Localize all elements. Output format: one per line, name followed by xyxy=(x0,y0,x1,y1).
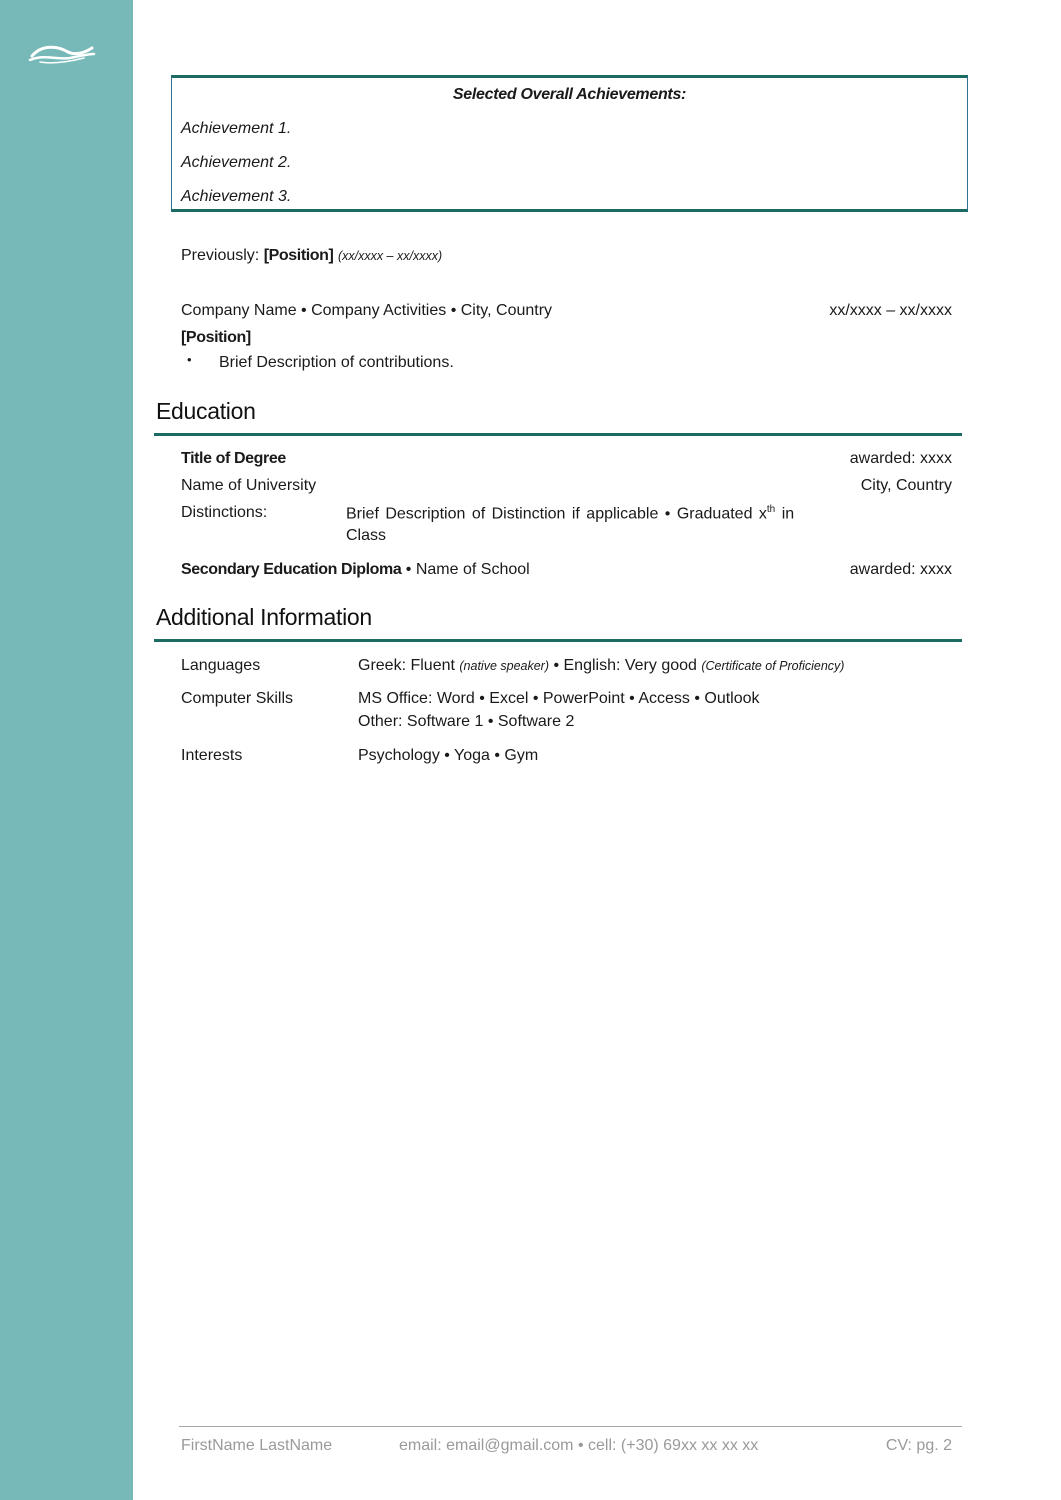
computer-skills-line1: MS Office: Word • Excel • PowerPoint • Access • Outlook xyxy=(358,690,760,707)
previously-dates: (xx/xxxx – xx/xxxx) xyxy=(337,249,443,263)
secondary-title: Secondary Education Diploma xyxy=(181,561,402,578)
achievements-box xyxy=(171,75,968,212)
distinctions-text: Brief Description of Distinction if applicable • Graduated $x^{th}$ in xyxy=(346,504,795,523)
previously-position: [Position] xyxy=(263,247,334,264)
previously-line xyxy=(181,247,442,265)
job-company-line: Company Name • Company Activities • City, Country xyxy=(181,302,553,319)
additional-heading: Additional Information xyxy=(156,604,372,630)
degree-awarded: awarded: xxxx xyxy=(849,450,952,467)
secondary-awarded: awarded: xxxx xyxy=(849,561,952,578)
languages-label: Languages xyxy=(181,657,261,674)
job-description: Brief Description of contributions. xyxy=(219,354,454,371)
wave-logo-icon xyxy=(28,40,96,66)
secondary-education xyxy=(181,561,530,579)
interests-value: Psychology • Yoga • Gym xyxy=(358,747,539,764)
computer-skills-line2: Other: Software 1 • Software 2 xyxy=(358,713,575,730)
sidebar-band xyxy=(0,0,133,1500)
footer-name: FirstName LastName xyxy=(181,1437,333,1454)
distinctions-label: Distinctions: xyxy=(181,504,268,521)
additional-rule xyxy=(154,639,962,642)
education-heading: Education xyxy=(156,398,256,424)
footer-contact: email: email@gmail.com • cell: (+30) 69xx xx xx xx xyxy=(399,1437,759,1454)
bullet-icon: • xyxy=(187,352,192,367)
languages-value: Greek: Fluent (native speaker) • English: Very good (Certificate of Proficiency) xyxy=(358,657,845,674)
secondary-school: • Name of School xyxy=(401,561,530,578)
footer-page-number: CV: pg. 2 xyxy=(885,1437,952,1454)
footer-rule xyxy=(179,1426,962,1427)
achievement-item: Achievement 2. xyxy=(181,154,292,171)
achievement-item: Achievement 1. xyxy=(181,120,292,137)
previously-label: Previously: xyxy=(181,247,260,264)
university-name: Name of University xyxy=(181,477,317,494)
job-dates: xx/xxxx – xx/xxxx xyxy=(829,302,952,319)
distinctions-text-line2: Class xyxy=(346,527,387,544)
university-location: City, Country xyxy=(860,477,952,494)
job-position: [Position] xyxy=(181,329,251,346)
achievement-item: Achievement 3. xyxy=(181,188,292,205)
achievements-title: Selected Overall Achievements: xyxy=(452,86,687,103)
degree-title: Title of Degree xyxy=(181,450,286,467)
education-rule xyxy=(154,433,962,436)
interests-label: Interests xyxy=(181,747,243,764)
computer-skills-label: Computer Skills xyxy=(181,690,294,707)
